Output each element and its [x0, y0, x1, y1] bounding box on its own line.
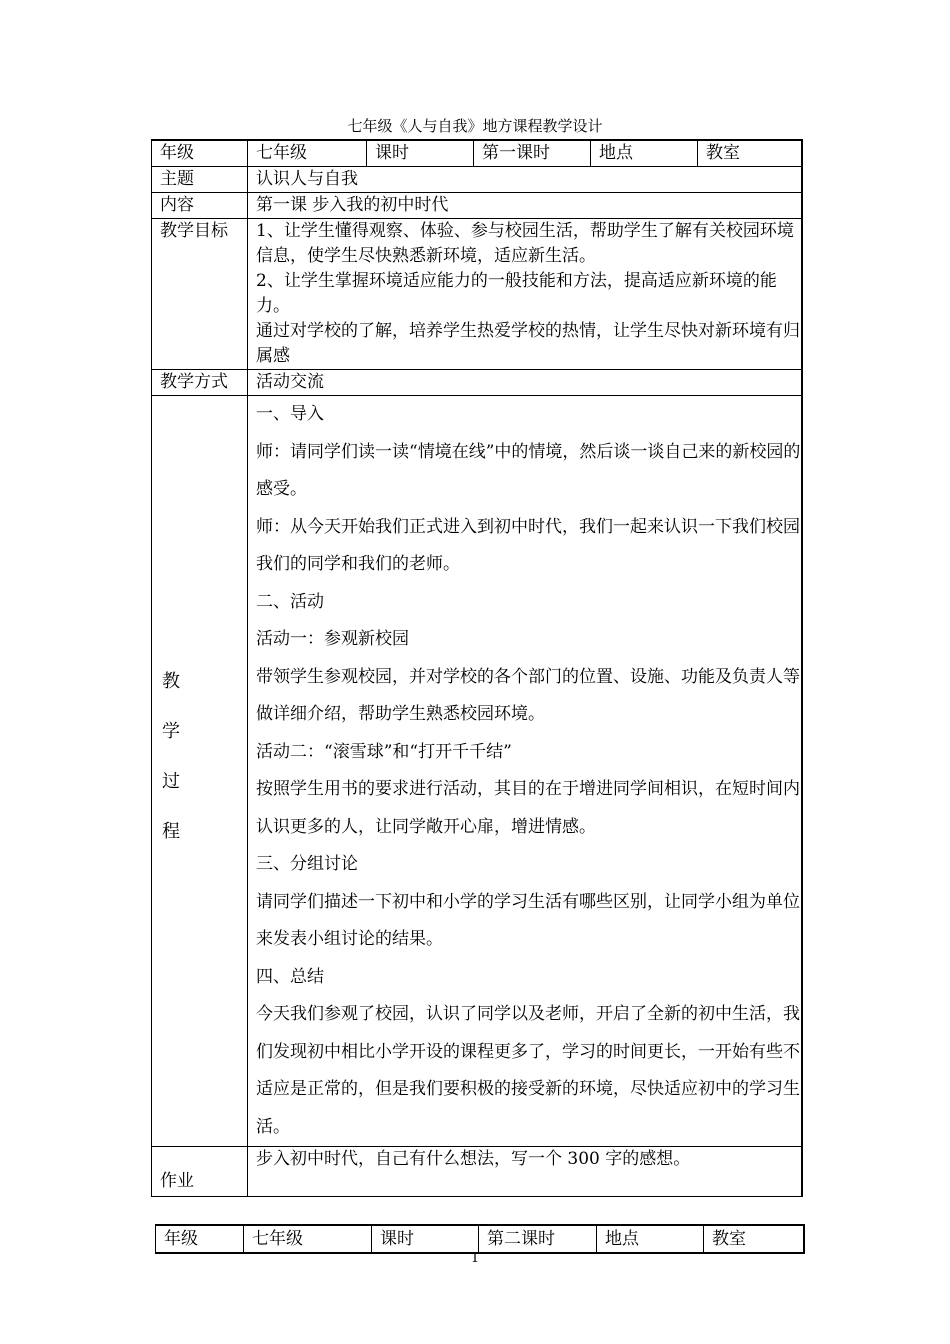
process-label	[152, 396, 248, 1147]
section-heading: 二、活动	[256, 591, 324, 612]
section-heading: 一、导入	[256, 404, 324, 424]
place-label: 地点	[591, 140, 698, 167]
place-label: 地点	[597, 1225, 704, 1253]
process-paragraph: 请同学们描述一下初中和小学的学习生活有哪些区别，让同学小组为单位来发表小组讨论的结果。	[256, 891, 800, 949]
process-paragraph: 师：请同学们读一读“情境在线”中的情境，然后谈一谈自己来的新校园的感受。	[256, 441, 801, 499]
activity-heading: 活动一：参观新校园	[256, 629, 409, 649]
place-value: 教室	[704, 1225, 804, 1253]
lesson-plan-table-2	[155, 1224, 805, 1254]
page-number: 1	[470, 1251, 480, 1266]
goal-item: 1、让学生懂得观察、体验、参与校园生活，帮助学生了解有关校园环境信息，使学生尽快熟悉新环境，适应新生活。	[256, 221, 794, 266]
process-label-char: 教	[162, 671, 180, 692]
grade-label: 年级	[152, 140, 248, 167]
process-cell	[248, 396, 802, 1147]
goals-label: 教学目标	[152, 219, 248, 370]
grade-value: 七年级	[248, 140, 367, 167]
header-row	[152, 140, 802, 167]
period-label: 课时	[372, 1225, 479, 1253]
method-row	[152, 370, 802, 396]
process-label-char: 程	[162, 821, 180, 842]
section-heading: 三、分组讨论	[256, 854, 358, 874]
period-value: 第二课时	[479, 1225, 597, 1253]
goal-item: 通过对学校的了解，培养学生热爱学校的热情，让学生尽快对新环境有归属感	[256, 321, 800, 366]
process-paragraph: 按照学生用书的要求进行活动，其目的在于增进同学间相识，在短时间内认识更多的人，让同学敞开心扉，增进情感。	[256, 779, 800, 837]
goals-row	[152, 219, 802, 370]
goals-cell	[248, 219, 802, 370]
grade-value: 七年级	[244, 1225, 372, 1253]
homework-label: 作业	[152, 1147, 248, 1197]
section-heading: 四、总结	[256, 966, 324, 987]
content-row	[152, 193, 802, 219]
process-paragraph: 师：从今天开始我们正式进入到初中时代，我们一起来认识一下我们校园我们的同学和我们的老师。	[256, 516, 800, 574]
activity-heading: 活动二：“滚雪球”和“打开千千结”	[256, 741, 512, 762]
goal-item: 2、让学生掌握环境适应能力的一般技能和方法，提高适应新环境的能力。	[256, 271, 777, 316]
process-label-char: 过	[162, 771, 180, 792]
period-value: 第一课时	[474, 140, 591, 167]
theme-value: 认识人与自我	[248, 167, 802, 193]
theme-label: 主题	[152, 167, 248, 193]
process-row	[152, 396, 802, 1147]
homework-row	[152, 1147, 802, 1197]
process-label-char: 学	[162, 721, 180, 742]
method-label: 教学方式	[152, 370, 248, 396]
place-value: 教室	[698, 140, 802, 167]
lesson-plan-table-1	[151, 139, 803, 1197]
grade-label: 年级	[156, 1225, 244, 1253]
period-label: 课时	[367, 140, 474, 167]
process-paragraph: 今天我们参观了校园，认识了同学以及老师，开启了全新的初中生活，我们发现初中相比小学开设的课程更多了，学习的时间更长，一开始有些不适应是正常的，但是我们要积极的接受新的环境，尽快适应初中的学习生活。	[256, 1004, 800, 1137]
theme-row	[152, 167, 802, 193]
content-value: 第一课 步入我的初中时代	[248, 193, 802, 219]
header-row	[156, 1225, 804, 1253]
document-title: 七年级《人与自我》地方课程教学设计	[347, 117, 603, 135]
homework-value: 步入初中时代，自己有什么想法，写一个 300 字的感想。	[248, 1147, 802, 1197]
process-paragraph: 带领学生参观校园，并对学校的各个部门的位置、设施、功能及负责人等做详细介绍，帮助学生熟悉校园环境。	[256, 666, 800, 724]
content-label: 内容	[152, 193, 248, 219]
method-value: 活动交流	[248, 370, 802, 396]
